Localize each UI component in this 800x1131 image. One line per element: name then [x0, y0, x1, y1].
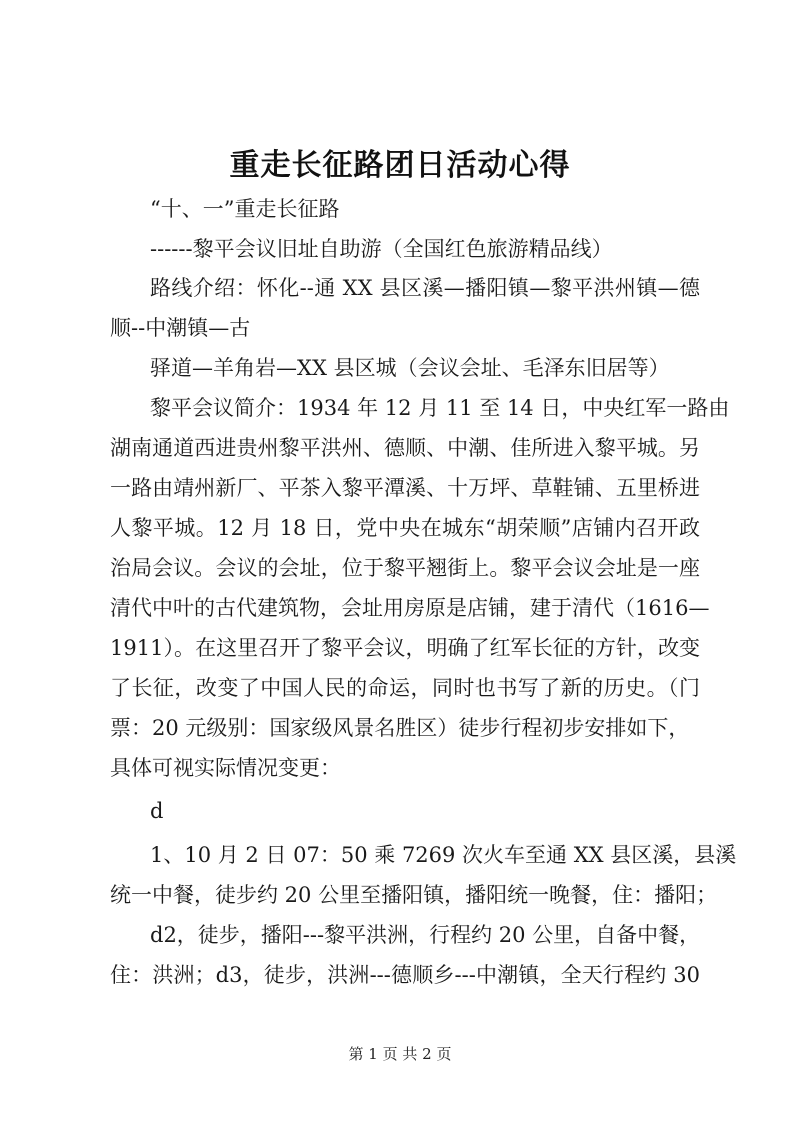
text-line: 黎平会议简介：1934 年 12 月 11 至 14 日，中央红军一路由: [150, 396, 730, 420]
text-line: 顺--中潮镇—古: [110, 316, 251, 340]
text-line: 驿道—羊角岩—XX 县区城（会议会址、毛泽东旧居等）: [150, 356, 670, 380]
text-line: 统一中餐，徒步约 20 公里至播阳镇，播阳统一晚餐，住：播阳；: [110, 883, 718, 907]
text-line: d2，徒步，播阳---黎平洪洲，行程约 20 公里，自备中餐，: [150, 923, 701, 947]
text-line: 具体可视实际情况变更：: [110, 756, 341, 780]
text-line: 了长征，改变了中国人民的命运，同时也书写了新的历史。（门: [110, 676, 700, 700]
text-line: 治局会议。会议的会址，位于黎平翘街上。黎平会议会址是一座: [110, 556, 700, 580]
text-line: “十、一”重走长征路: [150, 197, 340, 221]
page-footer: 第 1 页 共 2 页: [348, 1045, 452, 1063]
text-line: d: [150, 799, 164, 823]
text-line: 湖南通道西进贵州黎平洪州、德顺、中潮、佳所进入黎平城。另: [110, 436, 700, 460]
text-line: 1、10 月 2 日 07：50 乘 7269 次火车至通 XX 县区溪，县溪: [150, 843, 737, 867]
text-line: 清代中叶的古代建筑物，会址用房原是店铺，建于清代（1616—: [110, 596, 710, 620]
text-line: 住：洪洲；d3，徒步，洪洲---德顺乡---中潮镇，全天行程约 30: [110, 963, 700, 987]
text-line: 1911）。在这里召开了黎平会议，明确了红军长征的方针，改变: [110, 636, 700, 660]
text-line: 人黎平城。12 月 18 日，党中央在城东“胡荣顺”店铺内召开政: [110, 516, 700, 540]
text-line: 一路由靖州新厂、平茶入黎平潭溪、十万坪、草鞋铺、五里桥进: [110, 476, 700, 500]
text-line: ------黎平会议旧址自助游（全国红色旅游精品线）: [150, 237, 613, 261]
text-line: 票：20 元级别：国家级风景名胜区）徒步行程初步安排如下，: [110, 716, 690, 740]
document-title: 重走长征路团日活动心得: [229, 148, 571, 183]
text-line: 路线介绍：怀化--通 XX 县区溪—播阳镇—黎平洪州镇—德: [150, 276, 700, 300]
